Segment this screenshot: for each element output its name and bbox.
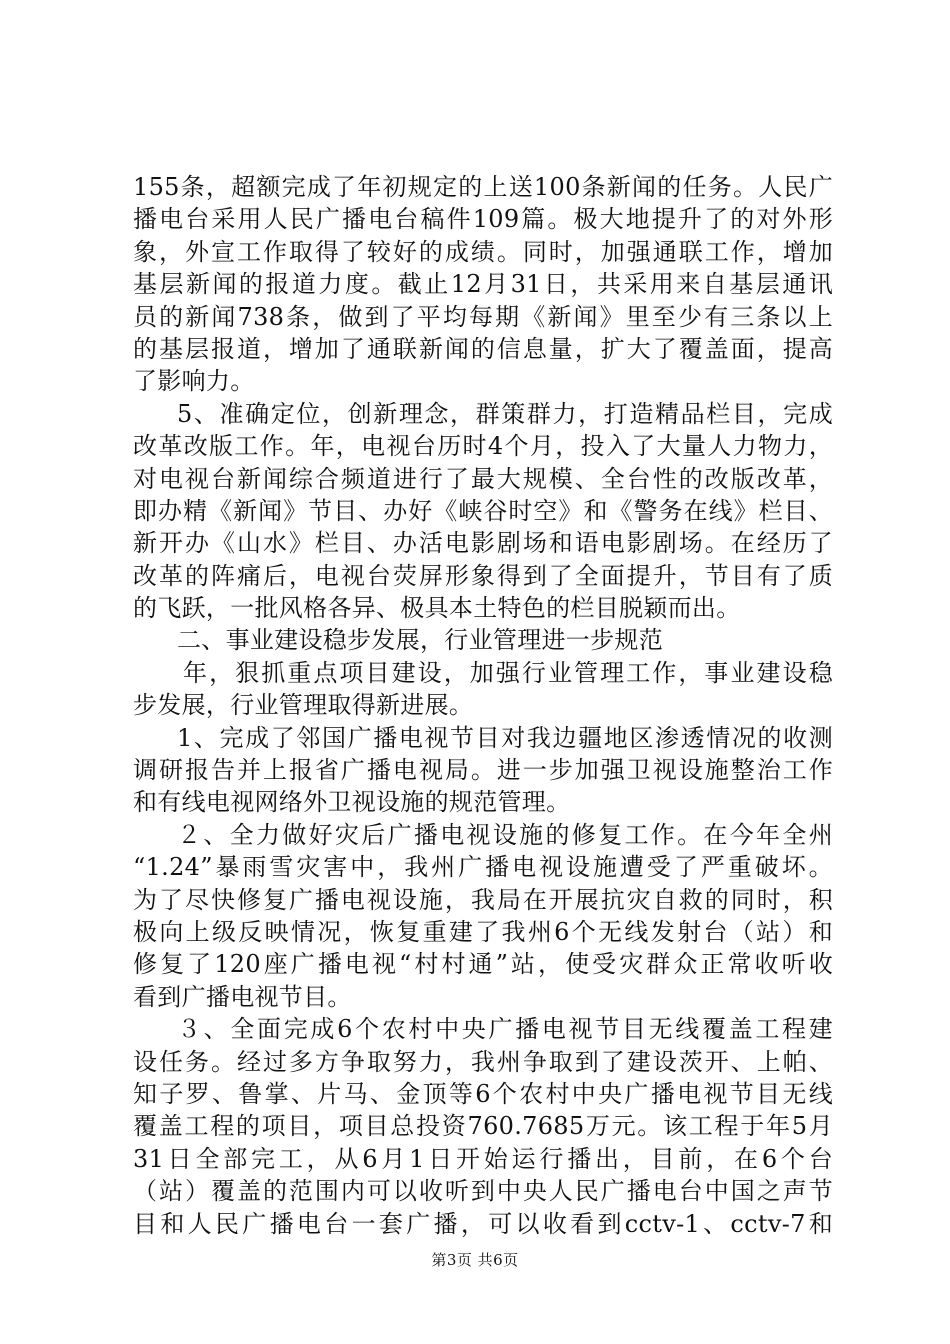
text-line: 员的新闻738条，做到了平均每期《新闻》里至少有三条以上 [133,302,833,331]
text-line: （站）覆盖的范围内可以收听到中央人民广播电台中国之声节 [133,1177,833,1206]
text-line: 新开办《山水》栏目、办活电影剧场和语电影剧场。在经历了 [133,529,833,558]
text-line: “1.24”暴雨雪灾害中，我州广播电视设施遭受了严重破坏。 [133,853,833,882]
text-line: 对电视台新闻综合频道进行了最大规模、全台性的改版改革， [133,464,833,493]
text-line: 覆盖工程的项目，项目总投资760.7685万元。该工程于年5月 [133,1112,833,1141]
text-line: 155条，超额完成了年初规定的上送100条新闻的任务。人民广 [133,173,833,201]
text-line: 播电台采用人民广播电台稿件109篇。极大地提升了的对外形 [133,205,833,234]
text-line: 知子罗、鲁掌、片马、金顶等6个农村中央广播电视节目无线 [133,1079,833,1108]
page-footer: 第3页 共6页 [431,1251,519,1269]
text-line: 的飞跃，一批风格各异、极具本土特色的栏目脱颖而出。 [133,594,741,623]
text-line: 调研报告并上报省广播电视局。进一步加强卫视设施整治工作 [133,756,833,785]
text-line: 目和人民广播电台一套广播，可以收看到cctv-1、cctv-7和 [133,1209,833,1238]
text-line: 基层新闻的报道力度。截止12月31日，共采用来自基层通讯 [133,270,833,299]
text-line: 31日全部完工，从6月1日开始运行播出，目前，在6个台 [133,1144,833,1173]
text-line: 1、完成了邻国广播电视节目对我边疆地区渗透情况的收测 [177,723,833,752]
text-line: 为了尽快修复广播电视设施，我局在开展抗灾自救的同时，积 [133,885,833,914]
text-line: 的基层报道，增加了通联新闻的信息量，扩大了覆盖面，提高 [133,334,833,363]
text-line: 改革改版工作。年，电视台历时4个月，投入了大量人力物力， [133,432,833,461]
text-line: 和有线电视网络外卫视设施的规范管理。 [133,788,571,817]
document-body [133,171,833,1240]
text-line: 极向上级反映情况，恢复重建了我州6个无线发射台（站）和 [133,917,833,946]
text-line: 步发展，行业管理取得新进展。 [133,691,474,720]
text-line: 了影响力。 [133,367,255,396]
text-line: ３、全面完成6个农村中央广播电视节目无线覆盖工程建 [177,1015,833,1044]
text-line: ２、全力做好灾后广播电视设施的修复工作。在今年全州 [177,820,833,849]
text-line: 修复了120座广播电视“村村通”站，使受灾群众正常收听收 [133,950,833,979]
text-line: 设任务。经过多方争取努力，我州争取到了建设茨开、上帕、 [133,1047,833,1076]
text-line: 二、事业建设稳步发展，行业管理进一步规范 [177,626,663,655]
text-line: 年，狠抓重点项目建设，加强行业管理工作，事业建设稳 [183,658,833,687]
text-line: 改革的阵痛后，电视台荧屏形象得到了全面提升，节目有了质 [133,561,833,590]
text-line: 象，外宣工作取得了较好的成绩。同时，加强通联工作，增加 [133,237,833,266]
text-line: 看到广播电视节目。 [133,982,352,1011]
text-line: 即办精《新闻》节目、办好《峡谷时空》和《警务在线》栏目、 [133,496,833,525]
text-line: 5、准确定位，创新理念，群策群力，打造精品栏目，完成 [177,399,833,428]
